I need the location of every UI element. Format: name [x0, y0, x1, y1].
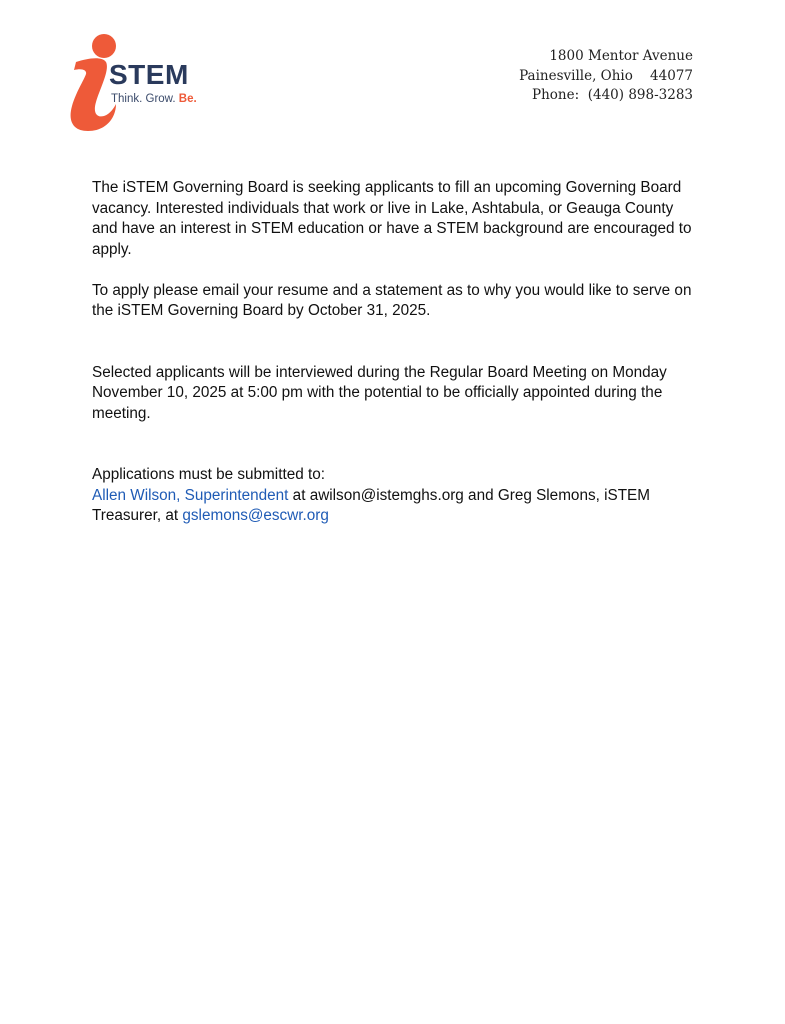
- address-phone: Phone: (440) 898-3283: [532, 87, 693, 103]
- address-street: 1800 Mentor Avenue: [549, 48, 693, 64]
- address-block: [519, 47, 693, 106]
- letter-body: [92, 178, 702, 527]
- logo-wordmark: STEM: [109, 59, 189, 90]
- treasurer-email-link[interactable]: gslemons@escwr.org: [182, 507, 329, 524]
- paragraph-how-to-apply: To apply please email your resume and a statement as to why you would like to serve on the iSTEM Governing Board by October 31, 2025.: [92, 281, 692, 319]
- submit-contacts: [92, 486, 702, 527]
- contacts-text: at awilson@istemghs.org and Greg Slemons, iSTEM Treasurer, at: [92, 486, 650, 524]
- submit-heading: Applications must be submitted to:: [92, 466, 325, 483]
- istem-logo: [66, 32, 206, 134]
- logo-tagline-accent: Be.: [178, 93, 197, 105]
- logo-tagline-main: Think. Grow.: [111, 93, 176, 105]
- paragraph-interviews: Selected applicants will be interviewed during the Regular Board Meeting on Monday November 10, 2025 at 5:00 pm with the potential to be officially appointed during the meeting.: [92, 363, 667, 422]
- superintendent-link[interactable]: Allen Wilson, Superintendent: [92, 486, 289, 504]
- paragraph-vacancy: The iSTEM Governing Board is seeking applicants to fill an upcoming Governing Board vacancy. Interested individuals that work or live in Lake, Ashtabula, or Geauga County and have an interest in STEM education or have a STEM background are encouraged to apply.: [92, 179, 692, 258]
- logo-tagline: [111, 92, 197, 106]
- address-city: Painesville, Ohio 44077: [519, 67, 693, 84]
